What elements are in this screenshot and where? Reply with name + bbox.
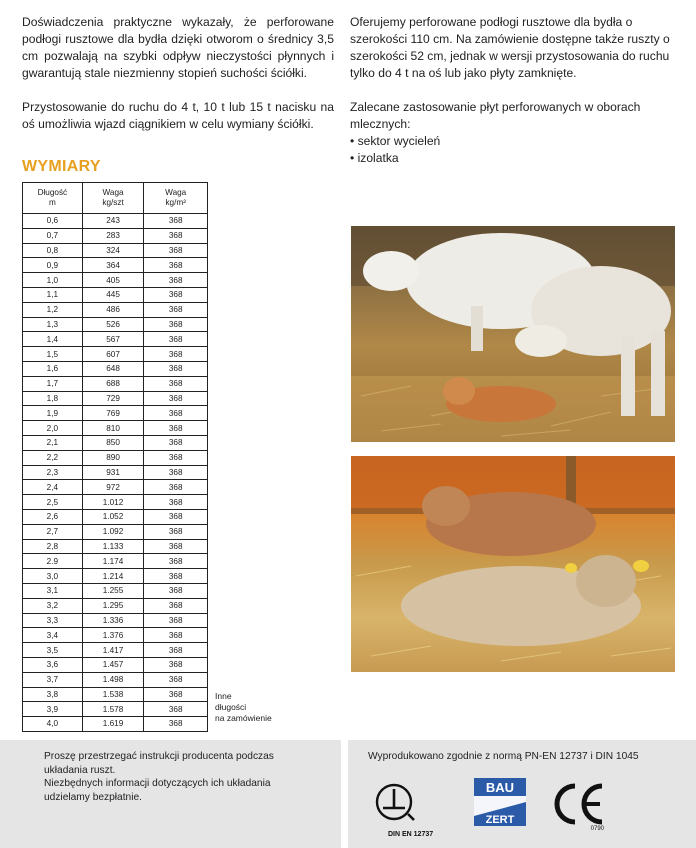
cell-density: 368 [144,465,208,480]
cell-length: 1,8 [23,391,83,406]
cell-length: 1,0 [23,273,83,288]
cell-length: 2,2 [23,450,83,465]
bullet-calving: • sektor wycieleń [350,134,441,148]
cell-weight: 1.133 [82,539,144,554]
cell-weight: 890 [82,450,144,465]
din-quality-mark-icon [370,780,440,840]
table-row [23,450,208,465]
cell-density: 368 [144,598,208,613]
cell-weight: 1.012 [82,495,144,510]
resting-calves-photo [351,456,675,672]
table-row [23,287,208,302]
cell-length: 3,1 [23,583,83,598]
table-row [23,435,208,450]
table-row [23,302,208,317]
cell-length: 2,0 [23,421,83,436]
cell-length: 3,4 [23,628,83,643]
application-paragraph [350,99,670,167]
cell-length: 1,5 [23,347,83,362]
bauzert-logo-icon [472,776,528,828]
footer-instructions [0,740,341,848]
table-row [23,214,208,229]
header-density: Waga kg/m² [144,183,208,214]
cell-length: 3,7 [23,672,83,687]
cell-density: 368 [144,214,208,229]
din-label: DIN EN 12737 [388,831,434,838]
cell-weight: 1.214 [82,569,144,584]
cell-length: 2.9 [23,554,83,569]
cell-density: 368 [144,361,208,376]
cell-weight: 1.174 [82,554,144,569]
cell-density: 368 [144,717,208,732]
left-text-column [22,14,334,133]
cell-density: 368 [144,317,208,332]
cell-weight: 1.498 [82,672,144,687]
load-paragraph: Przystosowanie do ruchu do 4 t, 10 t lub 15 t nacisku na oś umożliwia wjazd ciągnikiem w celu wymiany ściółki. [22,100,334,131]
cell-weight: 1.336 [82,613,144,628]
ce-number: 0790 [590,826,604,832]
cell-weight: 324 [82,243,144,258]
cell-length: 1,4 [23,332,83,347]
cell-weight: 1.619 [82,717,144,732]
table-header-row [23,183,208,214]
table-row [23,643,208,658]
table-row [23,569,208,584]
cell-density: 368 [144,347,208,362]
table-row [23,332,208,347]
cell-density: 368 [144,509,208,524]
cell-density: 368 [144,657,208,672]
cell-density: 368 [144,554,208,569]
cell-density: 368 [144,702,208,717]
table-row [23,672,208,687]
cell-length: 3,8 [23,687,83,702]
cell-density: 368 [144,687,208,702]
cell-weight: 445 [82,287,144,302]
cell-length: 1,1 [23,287,83,302]
cell-weight: 1.457 [82,657,144,672]
cell-density: 368 [144,258,208,273]
right-text-column [350,14,670,167]
table-row [23,495,208,510]
cell-weight: 972 [82,480,144,495]
bullet-isolation: • izolatka [350,151,399,165]
cell-density: 368 [144,332,208,347]
cell-weight: 1.417 [82,643,144,658]
cell-length: 3,2 [23,598,83,613]
ce-mark-icon [548,780,608,832]
cell-length: 3,6 [23,657,83,672]
zert-text: ZERT [485,814,515,826]
cell-weight: 1.092 [82,524,144,539]
cell-density: 368 [144,495,208,510]
cell-length: 0,7 [23,228,83,243]
cell-length: 0,9 [23,258,83,273]
table-row [23,687,208,702]
cell-length: 1,6 [23,361,83,376]
cell-weight: 931 [82,465,144,480]
cell-weight: 243 [82,214,144,229]
table-row [23,717,208,732]
table-row [23,539,208,554]
cell-length: 3,0 [23,569,83,584]
cell-density: 368 [144,228,208,243]
offer-paragraph: Oferujemy perforowane podłogi rusztowe dla bydła o szerokości 110 cm. Na zamówienie dostępne także ruszty o szerokości 52 cm, jednak w wersji przystosowania do ruchu tylko do 4 t na oś lub jako płyty zamknięte. [350,15,670,80]
cell-density: 368 [144,287,208,302]
cell-length: 2,5 [23,495,83,510]
cell-density: 368 [144,243,208,258]
table-row [23,243,208,258]
table-row [23,657,208,672]
table-row [23,613,208,628]
table-row [23,554,208,569]
cell-weight: 648 [82,361,144,376]
footer-certification [348,740,696,848]
norm-text: Wyprodukowano zgodnie z normą PN-EN 12737 i DIN 1045 [368,751,639,762]
cell-weight: 810 [82,421,144,436]
cell-length: 2,4 [23,480,83,495]
other-lengths-note: Inne długości na zamówienie [215,691,272,723]
cell-weight: 1.578 [82,702,144,717]
cell-weight: 405 [82,273,144,288]
cell-weight: 1.052 [82,509,144,524]
table-row [23,228,208,243]
cell-length: 2,8 [23,539,83,554]
bau-text: BAU [485,780,515,795]
cell-weight: 688 [82,376,144,391]
cell-weight: 1.376 [82,628,144,643]
table-row [23,598,208,613]
table-row [23,273,208,288]
cell-density: 368 [144,628,208,643]
cell-density: 368 [144,524,208,539]
instructions-text: Proszę przestrzegać instrukcji producenta podczas układania ruszt. Niezbędnych informacji dotyczących ich układania udzielamy bezpłatnie. [44,751,274,803]
cell-length: 3,3 [23,613,83,628]
cell-length: 3,5 [23,643,83,658]
table-row [23,406,208,421]
cell-length: 2,1 [23,435,83,450]
cell-weight: 486 [82,302,144,317]
application-intro: Zalecane zastosowanie płyt perforowanych w oborach mlecznych: [350,100,641,131]
header-length: Długość m [23,183,83,214]
cell-density: 368 [144,583,208,598]
cell-length: 1,9 [23,406,83,421]
cell-weight: 850 [82,435,144,450]
cell-weight: 567 [82,332,144,347]
table-row [23,480,208,495]
cell-length: 4,0 [23,717,83,732]
cell-weight: 607 [82,347,144,362]
cell-weight: 364 [82,258,144,273]
cell-length: 0,6 [23,214,83,229]
cell-length: 1,2 [23,302,83,317]
table-row [23,628,208,643]
cell-weight: 1.295 [82,598,144,613]
cell-length: 0,8 [23,243,83,258]
cell-density: 368 [144,302,208,317]
table-row [23,524,208,539]
dimensions-table [22,182,208,732]
cell-density: 368 [144,435,208,450]
cell-length: 3,9 [23,702,83,717]
table-row [23,361,208,376]
cell-weight: 729 [82,391,144,406]
cell-density: 368 [144,376,208,391]
table-row [23,421,208,436]
table-row [23,376,208,391]
cell-weight: 1.538 [82,687,144,702]
table-row [23,317,208,332]
table-body [23,214,208,732]
cell-density: 368 [144,672,208,687]
cell-length: 1,3 [23,317,83,332]
table-row [23,509,208,524]
cell-length: 2,3 [23,465,83,480]
cell-density: 368 [144,406,208,421]
cell-density: 368 [144,421,208,436]
intro-paragraph: Doświadczenia praktyczne wykazały, że perforowane podłogi rusztowe dla bydła dzięki otworom o średnicy 3,5 cm pozwalają na szybki odpływ nieczystości płynnych i gwarantują stale niezmienny stopień suchości ściółki. [22,15,334,80]
cell-density: 368 [144,391,208,406]
cell-density: 368 [144,539,208,554]
cell-density: 368 [144,450,208,465]
cell-weight: 769 [82,406,144,421]
cell-density: 368 [144,273,208,288]
cell-density: 368 [144,480,208,495]
header-weight: Waga kg/szt [82,183,144,214]
table-row [23,258,208,273]
cell-density: 368 [144,569,208,584]
table-row [23,347,208,362]
table-row [23,583,208,598]
cell-density: 368 [144,643,208,658]
cows-with-calf-photo [351,226,675,442]
cell-density: 368 [144,613,208,628]
table-row [23,465,208,480]
cell-length: 1,7 [23,376,83,391]
cell-length: 2,7 [23,524,83,539]
cell-weight: 283 [82,228,144,243]
table-row [23,702,208,717]
cell-weight: 1.255 [82,583,144,598]
cell-weight: 526 [82,317,144,332]
dimensions-heading: WYMIARY [22,158,101,175]
table-row [23,391,208,406]
cell-length: 2,6 [23,509,83,524]
